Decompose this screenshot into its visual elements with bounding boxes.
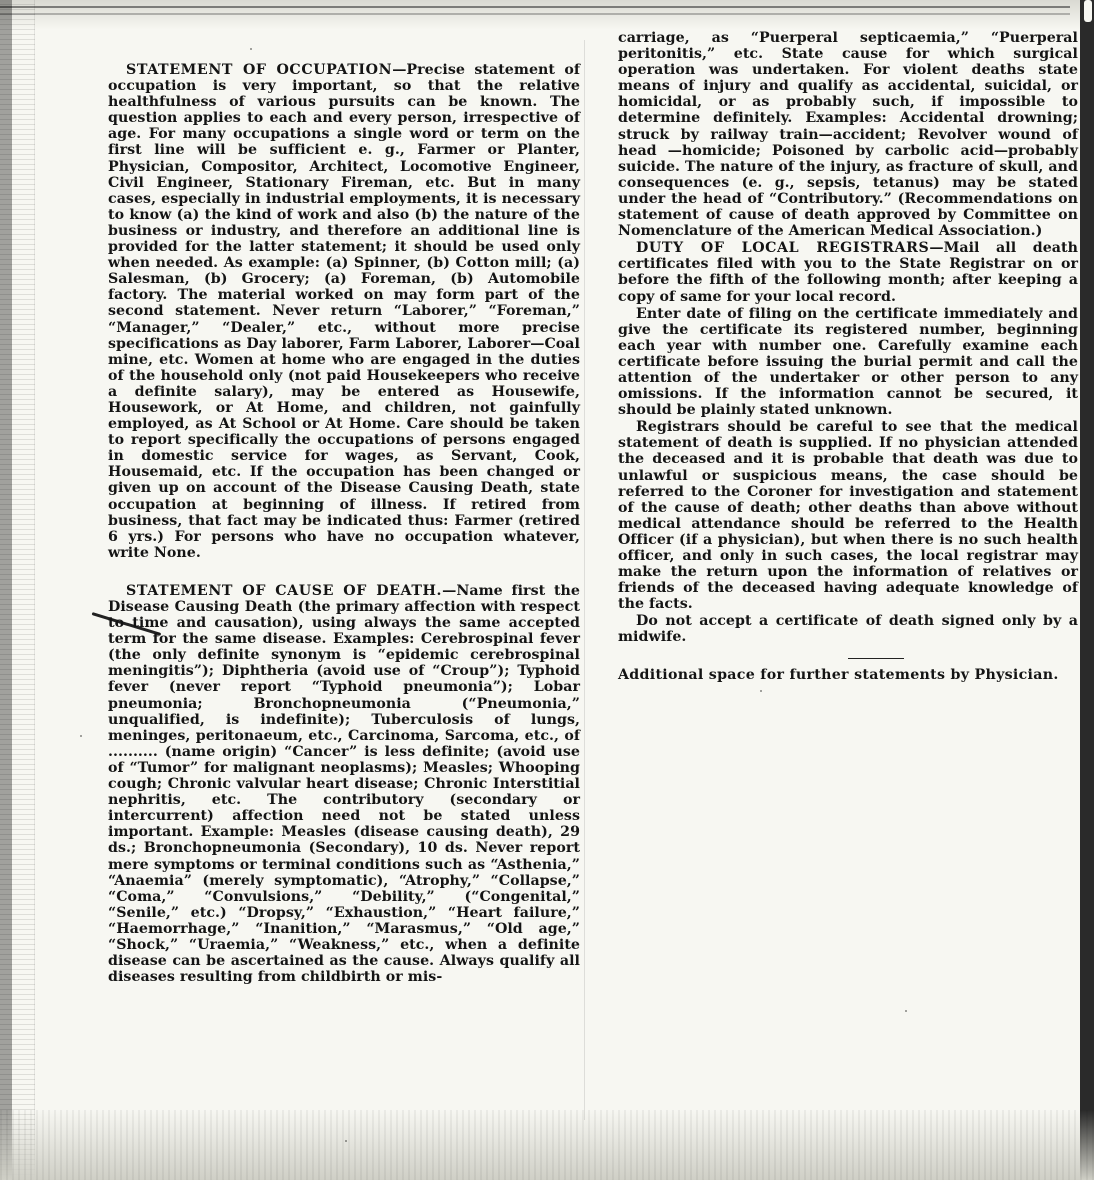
scan-left-edge <box>0 0 35 1180</box>
occupation-heading: STATEMENT OF OCCUPATION <box>126 62 393 78</box>
left-column <box>108 62 580 985</box>
right-column <box>618 30 1078 684</box>
occupation-section <box>108 62 580 561</box>
scan-speck <box>80 735 82 737</box>
registrars-paragraph: Registrars should be careful to see that the medical statement of death is supplied. If no physician attended the deceased and it is probable that death was due to unlawful or suspicious means, the case should be referred to the Coroner for investigation and statement of the cause of death; other deaths than above without medical attendance should be referred to the Health Officer (if a physician), but when there is no such health officer, and only in such cases, the local registrar may make the return upon the information of relatives or friends of the deceased having adequate knowledge of the facts. <box>618 419 1078 613</box>
cause-of-death-body: —Name first the Disease Causing Death (the primary affection with respect to time and causation), using always the same accepted term for the same disease. Examples: Cerebrospinal fever (the only definite synonym is “epidemic cerebrospinal meningitis”); Diphtheria (avoid use of “Croup”); Typhoid fever (never report “Typhoid pneumonia”); Lobar pneumonia; Bronchopneumonia (“Pneumonia,” unqualified, is indefinite); Tuberculosis of lungs, meninges, peritonaeum, etc., Carcinoma, Sarcoma, etc., of .......... (name origin) “Cancer” is less definite; (avoid use of “Tumor” for malignant neoplasms); Measles; Whooping cough; Chronic valvular heart disease; Chronic Interstitial nephritis, etc. The contributory (secondary or intercurrent) affection need not be stated unless important. Example: Measles (disease causing death), 29 ds.; Bronchopneumonia (Secondary), 10 ds. Never report mere symptoms or terminal conditions such as “Asthenia,” “Anaemia” (merely symptomatic), “Atrophy,” “Collapse,” “Coma,” “Convulsions,” “Debility,” (“Congenital,” “Senile,” etc.) “Dropsy,” “Exhaustion,” “Heart failure,” “Haemorrhage,” “Inanition,” “Marasmus,” “Old age,” “Shock,” “Uraemia,” “Weakness,” etc., when a definite disease can be ascertained as the cause. Always qualify all diseases resulting from childbirth or mis- <box>108 582 580 986</box>
midwife-paragraph: Do not accept a certificate of death signed only by a midwife. <box>618 613 1078 646</box>
scan-bottom-edge <box>0 1110 1094 1180</box>
scan-top-edge <box>0 0 1094 30</box>
duty-section <box>618 240 1078 304</box>
scan-speck <box>905 1010 907 1012</box>
duty-body: —Mail all death certificates filed with you to the State Registrar on or before the fifth of the following month; after keeping a copy of same for your local record. <box>618 240 1078 305</box>
cause-continued-paragraph: carriage, as “Puerperal septicaemia,” “Puerperal peritonitis,” etc. State cause for which surgical operation was undertaken. For violent deaths state means of injury and qualify as accidental, suicidal, or homicidal, or as probably such, if impossible to determine definitely. Examples: Accidental drowning; struck by railway train—accident; Revolver wound of head —homicide; Poisoned by carbolic acid—probably suicide. The nature of the injury, as fracture of skull, and consequences (e. g., sepsis, tetanus) may be stated under the head of “Contributory.” (Recommendations on statement of cause of death approved by Committee on Nomenclature of the American Medical Association.) <box>618 30 1078 240</box>
scan-speck <box>760 690 762 692</box>
scan-speck <box>345 1140 347 1142</box>
occupation-body: —Precise statement of occupation is very important, so that the relative healthfulness of various pursuits can be known. The question applies to each and every person, irrespective of age. For many occupations a single word or term on the first line will be sufficient e. g., Farmer or Planter, Physician, Compositor, Architect, Locomotive Engineer, Civil Engineer, Stationary Fireman, etc. But in many cases, especially in industrial employments, it is necessary to know (a) the kind of work and also (b) the nature of the business or industry, and therefore an additional line is provided for the latter statement; it should be used only when needed. As example: (a) Spinner, (b) Cotton mill; (a) Salesman, (b) Grocery; (a) Foreman, (b) Automobile factory. The material worked on may form part of the second statement. Never return “Laborer,” “Foreman,” “Manager,” “Dealer,” etc., without more precise specifications as Day laborer, Farm Laborer, Laborer—Coal mine, etc. Women at home who are engaged in the duties of the household only (not paid Housekeepers who receive a definite salary), may be entered as Housewife, Housework, or At Home, and children, not gainfully employed, as At School or At Home. Care should be taken to report specifically the occupations of persons engaged in domestic service for wages, as Servant, Cook, Housemaid, etc. If the occupation has been changed or given up on account of the Disease Causing Death, state occupation at beginning of illness. If retired from business, that fact may be indicated thus: Farmer (retired 6 yrs.) For persons who have no occupation whatever, write None. <box>108 62 580 561</box>
short-rule <box>848 658 904 659</box>
scan-speck <box>520 602 522 604</box>
scan-speck <box>250 48 252 50</box>
cause-of-death-section <box>108 583 580 985</box>
enter-date-paragraph: Enter date of filing on the certificate immediately and give the certificate its registered number, beginning each year with number one. Carefully examine each certificate before issuing the burial permit and call the attention of the undertaker or other person to any omissions. If the information cannot be secured, it should be plainly stated unknown. <box>618 305 1078 419</box>
column-divider <box>584 40 585 1120</box>
scan-right-edge <box>1080 0 1094 1180</box>
duty-heading: DUTY OF LOCAL REGISTRARS <box>636 240 930 257</box>
additional-space-label: Additional space for further statements by Physician. <box>618 666 1059 683</box>
cause-of-death-heading: STATEMENT OF CAUSE OF DEATH. <box>126 582 443 599</box>
